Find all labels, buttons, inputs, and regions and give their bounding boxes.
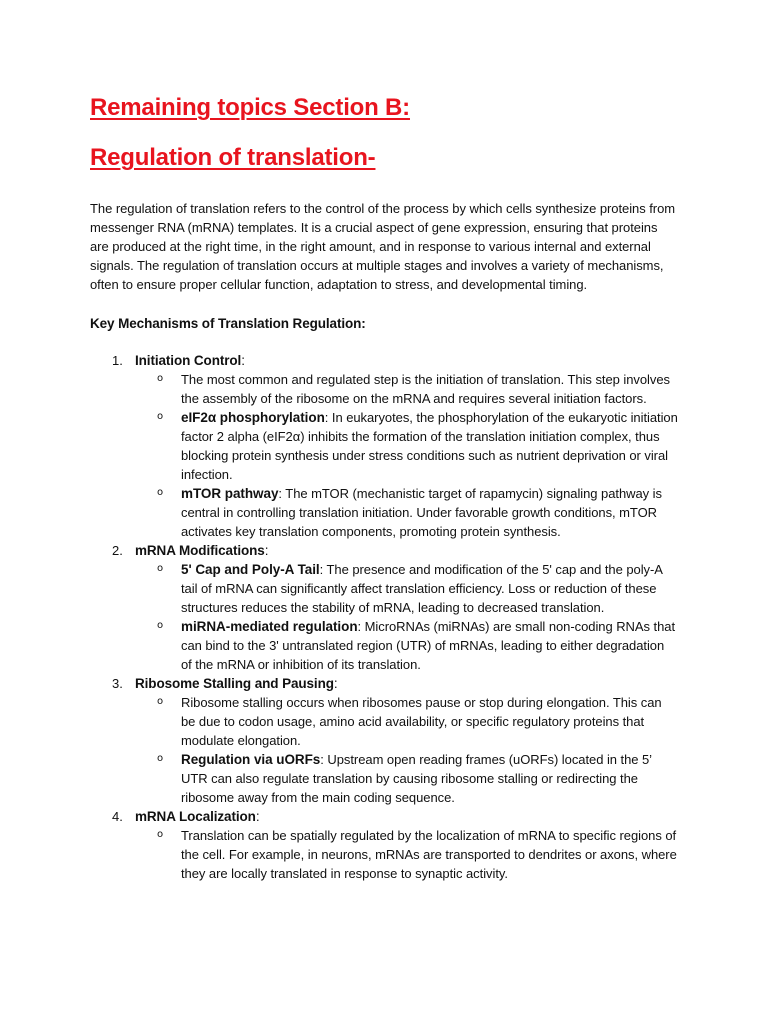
sub-point: [135, 560, 678, 617]
mechanism-title: [135, 351, 678, 370]
sub-point: [135, 617, 678, 674]
sub-point: [135, 826, 678, 883]
sub-point-label: mTOR pathway: [181, 485, 279, 501]
mechanism-title: [135, 674, 678, 693]
intro-paragraph: The regulation of translation refers to the control of the process by which cells synthesize proteins from messenger RNA (mRNA) templates. It is a crucial aspect of gene expression, ensuring that proteins are produced at the right time, in the right amount, and in response to various internal and external signals. The regulation of translation occurs at multiple stages and involves a variety of mechanisms, often to ensure proper cellular function, adaptation to stress, and developmental timing.: [90, 201, 676, 292]
circle-bullet-icon: o: [157, 752, 164, 764]
section-title: Regulation of translation-: [90, 144, 376, 171]
mechanism-title-colon: :: [255, 808, 260, 824]
page-title: Remaining topics Section B:: [90, 94, 410, 121]
mechanism-item: [90, 351, 678, 541]
mechanism-title-text: mRNA Localization: [135, 808, 256, 824]
sub-point-text: Translation can be spatially regulated by the localization of mRNA to specific regions of the cell. For example, in neurons, mRNAs are transported to dendrites or axons, where they are locally translated in response to synaptic activity.: [181, 827, 677, 881]
sub-point-list: [135, 693, 678, 807]
circle-bullet-icon: o: [157, 372, 164, 384]
list-number: 1.: [112, 352, 123, 368]
mechanism-item: [90, 541, 678, 674]
mechanism-title-colon: :: [264, 542, 269, 558]
sub-point-label: miRNA-mediated regulation: [181, 618, 358, 634]
sub-point: [135, 370, 678, 408]
sub-point-list: [135, 826, 678, 883]
mechanism-title-colon: :: [241, 352, 245, 368]
sub-point: [135, 484, 678, 541]
sub-point-text: : The mTOR (mechanistic target of rapamycin) signaling pathway is central in controlling translation initiation. Under favorable growth conditions, mTOR activates key translation components, promoting protein synthesis.: [181, 485, 662, 539]
circle-bullet-icon: o: [157, 695, 164, 707]
list-number: 4.: [112, 808, 123, 824]
circle-bullet-icon: o: [157, 410, 164, 422]
circle-bullet-icon: o: [157, 486, 164, 498]
sub-point-label: Regulation via uORFs: [181, 751, 321, 767]
mechanism-title: [135, 541, 678, 560]
mechanism-item: [90, 807, 678, 883]
sub-point-text: : The presence and modification of the 5' cap and the poly-A tail of mRNA can significantly affect translation efficiency. Loss or reduction of these structures reduces the stability of mRNA, leading to decreased translation.: [181, 561, 663, 615]
sub-point: [135, 693, 678, 750]
sub-point-text: Ribosome stalling occurs when ribosomes pause or stop during elongation. This can be due to codon usage, amino acid availability, or specific regulatory proteins that modulate elongation.: [181, 694, 662, 748]
sub-point-list: [135, 560, 678, 674]
mechanism-title-text: Initiation Control: [135, 352, 242, 368]
circle-bullet-icon: o: [157, 562, 164, 574]
mechanism-title-colon: :: [333, 675, 338, 691]
sub-point-text: : Upstream open reading frames (uORFs) located in the 5’ UTR can also regulate translation by causing ribosome stalling or redirecting the ribosome away from the main coding sequence.: [181, 751, 652, 805]
sub-point-text: : MicroRNAs (miRNAs) are small non-coding RNAs that can bind to the 3' untranslated region (UTR) of mRNAs, leading to either degradation of the mRNA or inhibition of its translation.: [181, 618, 676, 672]
list-number: 2.: [112, 542, 123, 558]
mechanism-title: [135, 807, 678, 826]
mechanism-title-text: Ribosome Stalling and Pausing: [135, 675, 334, 691]
sub-point: [135, 408, 678, 484]
key-mechanisms-heading: Key Mechanisms of Translation Regulation:: [90, 315, 366, 331]
sub-point-text: : In eukaryotes, the phosphorylation of the eukaryotic initiation factor 2 alpha (eIF2α) inhibits the formation of the translation initiation complex, thus blocking protein synthesis under stress conditions such as nutrient deprivation or viral infection.: [181, 409, 678, 482]
sub-point-list: [135, 370, 678, 541]
sub-point: [135, 750, 678, 807]
mechanism-title-text: mRNA Modifications: [135, 542, 265, 558]
sub-point-label: 5' Cap and Poly-A Tail: [181, 561, 320, 577]
mechanism-item: [90, 674, 678, 807]
list-number: 3.: [112, 675, 123, 691]
circle-bullet-icon: o: [157, 619, 164, 631]
sub-point-text: The most common and regulated step is the initiation of translation. This step involves the assembly of the ribosome on the mRNA and requires several initiation factors.: [181, 371, 670, 406]
circle-bullet-icon: o: [157, 828, 164, 840]
mechanism-list: [90, 351, 678, 883]
sub-point-label: eIF2α phosphorylation: [181, 409, 325, 425]
